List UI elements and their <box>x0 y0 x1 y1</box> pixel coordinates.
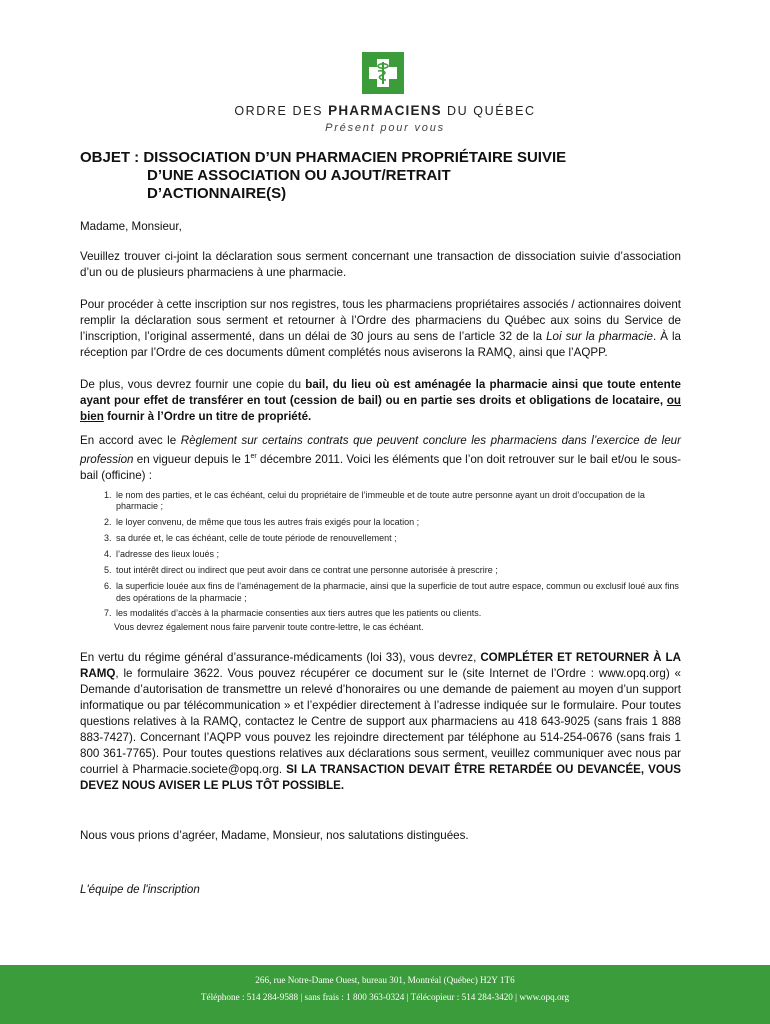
paragraph-intro: Veuillez trouver ci-joint la déclaration sous serment concernant une transaction de dissociation suivie d’association d’un ou de plusieurs pharmaciens à une pharmacie. <box>80 250 681 279</box>
footer-bar <box>0 965 770 1024</box>
list-item: 2. le loyer convenu, de même que tous les autres frais exigés pour la location ; <box>114 517 681 529</box>
letter-subject: OBJET : DISSOCIATION D’UN PHARMACIEN PROPRIÉTAIRE SUIVIE D’UNE ASSOCIATION OU AJOUT/RETRAIT D’ACTIONNAIRE(S) <box>80 149 567 202</box>
list-item: 5. tout intérêt direct ou indirect que peut avoir dans ce contrat une personne autorisée à prescrire ; <box>114 565 681 577</box>
footer-contact: Téléphone : 514 284-9588 | sans frais : 1 800 363-0324 | Télécopieur : 514 284-3420 | www.opq.org <box>200 992 570 1002</box>
signature: L'équipe de l'inscription <box>80 882 200 896</box>
closing: Nous vous prions d’agréer, Madame, Monsieur, nos salutations distinguées. <box>80 828 469 842</box>
organization-name: ORDRE DES PHARMACIENS DU QUÉBEC <box>234 103 536 118</box>
list-item: 4. l’adresse des lieux loués ; <box>114 549 681 561</box>
list-item: 1. le nom des parties, et le cas échéant, celui du propriétaire de l’immeuble et de toute autre personne ayant un droit d’occupation de la pharmacie ; <box>114 490 681 513</box>
paragraph-lease: De plus, vous devrez fournir une copie du bail, du lieu où est aménagée la pharmacie ainsi que toute entente ayant pour effet de transférer en tout (cession de bail) ou en partie ses droits et obligations de locataire, ou bien fournir à l’Ordre un titre de propriété. <box>80 378 682 423</box>
pharmacy-cross-icon <box>362 52 404 94</box>
list-item: 7. les modalités d’accès à la pharmacie consenties aux tiers autres que les patients ou clients. <box>114 608 681 620</box>
paragraph-ramq: En vertu du régime général d’assurance-médicaments (loi 33), vous devrez, COMPLÉTER ET RETOURNER À LA RAMQ, le formulaire 3622. Vous pouvez récupérer ce document sur le (site Internet de l’Ordre : www.opq.org) « Demande d’autorisation de transmettre un relevé d’honoraires ou une demande de paiement au moyen d’un support informatique ou par télécommunication » et l’expédier directement à l’adresse indiquée sur le formulaire. Pour toutes questions relatives à la RAMQ, contactez le Centre de support aux pharmaciens au 418 643-9025 (sans frais 1 888 883-7427). Concernant l’AQPP vous pouvez les rejoindre directement par téléphone au 514-254-0676 (sans frais 1 800 361-7765). Pour toutes questions relatives aux déclarations sous serment, veuillez communiquer avec nous par courriel à Pharmacie.societe@opq.org. SI LA TRANSACTION DEVAIT ÊTRE RETARDÉE OU DEVANCÉE, VOUS DEVEZ NOUS AVISER LE PLUS TÔT POSSIBLE. <box>80 650 681 792</box>
salutation: Madame, Monsieur, <box>80 220 182 233</box>
list-note: Vous devrez également nous faire parvenir toute contre-lettre, le cas échéant. <box>114 622 424 633</box>
footer-address: 266, rue Notre-Dame Ouest, bureau 301, Montréal (Québec) H2Y 1T6 <box>255 975 515 985</box>
paragraph-procedure: Pour procéder à cette inscription sur nos registres, tous les pharmaciens propriétaires associés / actionnaires doivent remplir la déclaration sous serment et retourner à l’Ordre des pharmaciens du Québec aux soins du Service de l’inscription, l’original assermenté, dans un délai de 30 jours au sens de l’article 32 de la Loi sur la pharmacie. À la réception par l’Ordre de ces documents dûment complétés nous aviserons la RAMQ, ainsi que l’AQPP. <box>80 298 681 359</box>
list-item: 6. la superficie louée aux fins de l’aménagement de la pharmacie, ainsi que la superficie de tout autre espace, commun ou exclusif loué aux fins des opérations de la pharmacie ; <box>114 581 681 604</box>
lease-elements-list <box>80 490 681 620</box>
paragraph-regulation: En accord avec le Règlement sur certains contrats que peuvent conclure les pharmaciens dans l’exercice de leur profession en vigueur depuis le 1er décembre 2011. Voici les éléments que l’on doit retrouver sur le bail et/ou le sous-bail (officine) : <box>80 434 681 482</box>
opq-logo <box>362 52 404 94</box>
letter-body <box>80 149 681 898</box>
tagline: Présent pour vous <box>325 122 445 134</box>
letterhead <box>0 0 770 140</box>
list-item: 3. sa durée et, le cas échéant, celle de toute période de renouvellement ; <box>114 533 681 545</box>
